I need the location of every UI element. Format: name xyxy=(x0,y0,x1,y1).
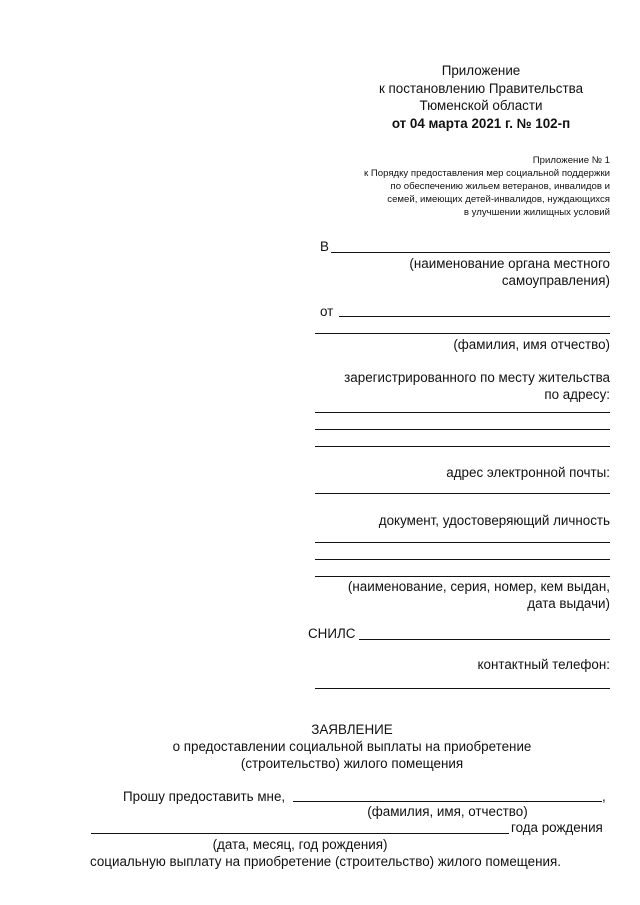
authority-field[interactable] xyxy=(331,252,610,253)
appendix-line-2: к Порядку предоставления мер социальной поддержки xyxy=(364,168,610,179)
email-field[interactable] xyxy=(315,493,610,494)
id-document-field-1[interactable] xyxy=(315,542,610,543)
id-document-hint-1: (наименование, серия, номер, кем выдан, xyxy=(347,579,610,594)
full-name-field-1[interactable] xyxy=(339,316,610,317)
header-decree-line: к постановлению Правительства xyxy=(378,81,584,96)
authority-hint-1: (наименование органа местного xyxy=(409,256,610,271)
appendix-line-4: семей, имеющих детей-инвалидов, нуждающихся xyxy=(387,194,610,205)
registered-label-2: по адресу: xyxy=(544,387,610,402)
id-document-hint-2: дата выдачи) xyxy=(527,596,610,611)
id-document-label: документ, удостоверяющий личность xyxy=(378,513,610,528)
birth-date-hint: (дата, месяц, год рождения) xyxy=(212,837,388,852)
final-request-line: социальную выплату на приобретение (строительство) жилого помещения. xyxy=(90,854,561,869)
header-region-line: Тюменской области xyxy=(419,98,543,113)
appendix-number: Приложение № 1 xyxy=(532,155,610,166)
request-prefix: Прошу предоставить мне, xyxy=(123,789,286,804)
snils-label: СНИЛС xyxy=(308,626,356,641)
full-name-field-2[interactable] xyxy=(315,333,610,334)
full-name-hint: (фамилия, имя отчество) xyxy=(453,337,610,352)
request-comma: , xyxy=(602,789,606,804)
statement-subtitle-1: о предоставлении социальной выплаты на приобретение xyxy=(172,739,532,754)
birth-date-field[interactable] xyxy=(91,833,509,834)
to-prefix: В xyxy=(320,239,329,254)
applicant-name-field[interactable] xyxy=(293,801,602,802)
appendix-line-5: в улучшении жилищных условий xyxy=(463,207,610,218)
registered-label-1: зарегистрированного по месту жительства xyxy=(344,370,610,385)
snils-field[interactable] xyxy=(359,639,610,640)
from-prefix: от xyxy=(320,304,334,319)
header-appendix-label: Приложение xyxy=(441,63,521,78)
address-field-3[interactable] xyxy=(315,446,610,447)
birth-year-suffix: года рождения xyxy=(511,820,603,835)
id-document-field-2[interactable] xyxy=(315,559,610,560)
authority-hint-2: самоуправления) xyxy=(501,273,610,288)
address-field-1[interactable] xyxy=(315,412,610,413)
statement-title: ЗАЯВЛЕНИЕ xyxy=(311,722,393,737)
id-document-field-3[interactable] xyxy=(315,576,610,577)
address-field-2[interactable] xyxy=(315,429,610,430)
applicant-name-hint: (фамилия, имя, отчество) xyxy=(367,804,528,819)
phone-field[interactable] xyxy=(315,688,610,689)
statement-subtitle-2: (строительство) жилого помещения xyxy=(240,756,464,771)
phone-label: контактный телефон: xyxy=(477,657,610,672)
email-label: адрес электронной почты: xyxy=(446,465,610,480)
appendix-line-3: по обеспечению жильем ветеранов, инвалидов и xyxy=(390,181,610,192)
header-date-number: от 04 марта 2021 г. № 102-п xyxy=(391,116,571,131)
